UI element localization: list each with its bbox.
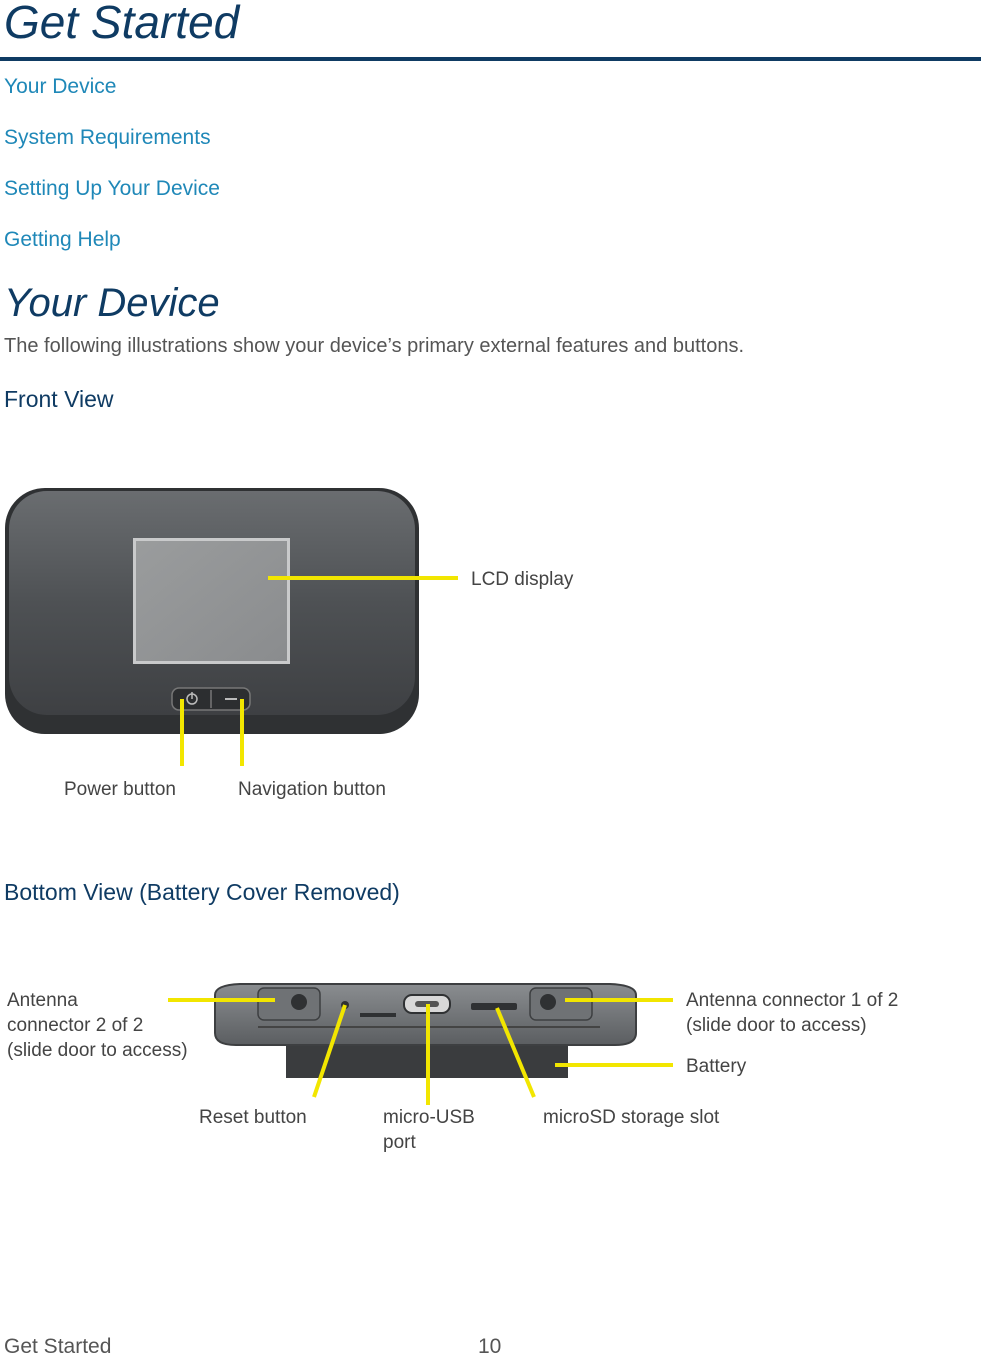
label-antenna-1-line1: Antenna connector 1 of 2 <box>686 990 899 1011</box>
bottom-view-heading: Bottom View (Battery Cover Removed) <box>4 879 400 905</box>
lcd-screen <box>136 541 287 661</box>
chapter-title: Get Started <box>4 0 240 48</box>
section-title: Your Device <box>4 281 220 325</box>
label-micro-usb-line1: micro-USB <box>383 1107 475 1128</box>
front-view-illustration <box>0 470 620 815</box>
footer-page-number: 10 <box>478 1335 502 1358</box>
label-microsd-slot: microSD storage slot <box>543 1107 720 1128</box>
label-antenna-2-line1: Antenna <box>7 990 78 1011</box>
microsd-slot <box>471 1003 517 1010</box>
label-antenna-2-line2: connector 2 of 2 <box>7 1015 144 1036</box>
label-power-button: Power button <box>64 779 176 800</box>
toc-link-your-device[interactable]: Your Device <box>4 75 117 98</box>
label-antenna-2-line3: (slide door to access) <box>7 1040 188 1061</box>
intro-text: The following illustrations show your device’s primary external features and buttons. <box>4 335 744 357</box>
label-lcd-display: LCD display <box>471 569 574 590</box>
label-micro-usb-line2: port <box>383 1132 416 1153</box>
antenna-1-port <box>540 994 556 1010</box>
bottom-view-illustration <box>0 975 981 1165</box>
label-reset-button: Reset button <box>199 1107 307 1128</box>
label-antenna-1-line2: (slide door to access) <box>686 1015 867 1036</box>
toc-link-system-requirements[interactable]: System Requirements <box>4 126 211 149</box>
title-rule <box>0 57 981 61</box>
front-view-heading: Front View <box>4 386 114 412</box>
footer-section: Get Started <box>4 1335 112 1358</box>
label-navigation-button: Navigation button <box>238 779 386 800</box>
label-battery: Battery <box>686 1056 747 1077</box>
toc-link-getting-help[interactable]: Getting Help <box>4 228 121 251</box>
toc-link-setting-up[interactable]: Setting Up Your Device <box>4 177 220 200</box>
antenna-2-port <box>291 994 307 1010</box>
